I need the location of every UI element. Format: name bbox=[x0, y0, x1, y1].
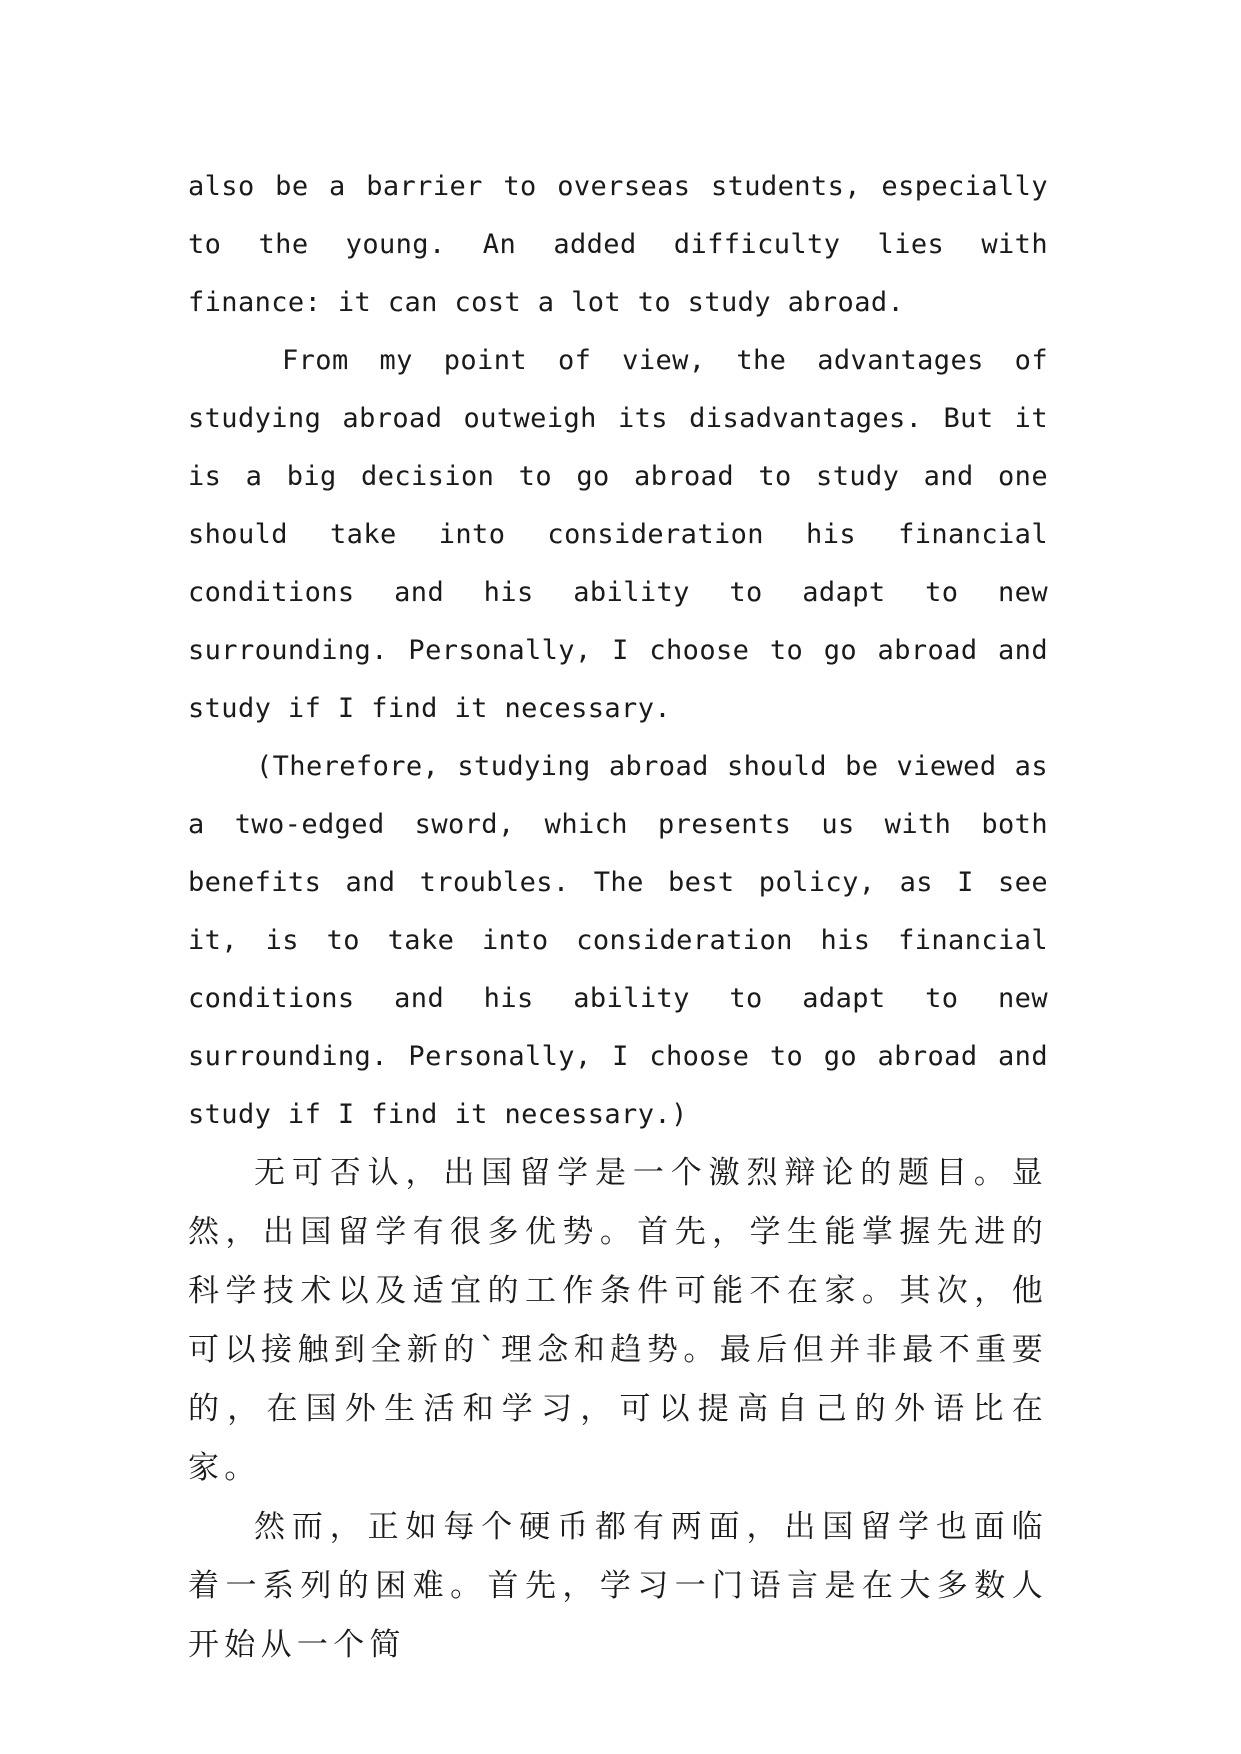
paragraph-therefore: (Therefore, studying abroad should be viewed as a two-edged sword, which presents us with both benefits and troubles. The best policy, as I see it, is to take into consideration his financial conditions and his ability to adapt to new surrounding. Personally, I choose to go abroad and study if I find it necessary.) bbox=[188, 751, 1048, 1130]
paragraph-finance-barrier: also be a barrier to overseas students, especially to the young. An added difficulty lies with finance: it can cost a lot to study abroad. bbox=[188, 171, 1048, 318]
document-body bbox=[188, 158, 1048, 1675]
paragraph-chinese-difficulties: 然而，正如每个硬币都有两面，出国留学也面临着一系列的困难。首先，学习一门语言是在大多数人开始从一个简 bbox=[188, 1509, 1048, 1663]
paragraph-point-of-view: From my point of view, the advantages of studying abroad outweigh its disadvantages. But it is a big decision to go abroad to study and one should take into consideration his financial conditions and his ability to adapt to new surrounding. Personally, I choose to go abroad and study if I find it necessary. bbox=[188, 345, 1048, 724]
paragraph-chinese-advantages: 无可否认，出国留学是一个激烈辩论的题目。显然，出国留学有很多优势。首先，学生能掌握先进的科学技术以及适宜的工作条件可能不在家。其次，他可以接触到全新的`理念和趋势。最后但并非最不重要的，在国外生活和学习，可以提高自己的外语比在家。 bbox=[188, 1155, 1048, 1486]
